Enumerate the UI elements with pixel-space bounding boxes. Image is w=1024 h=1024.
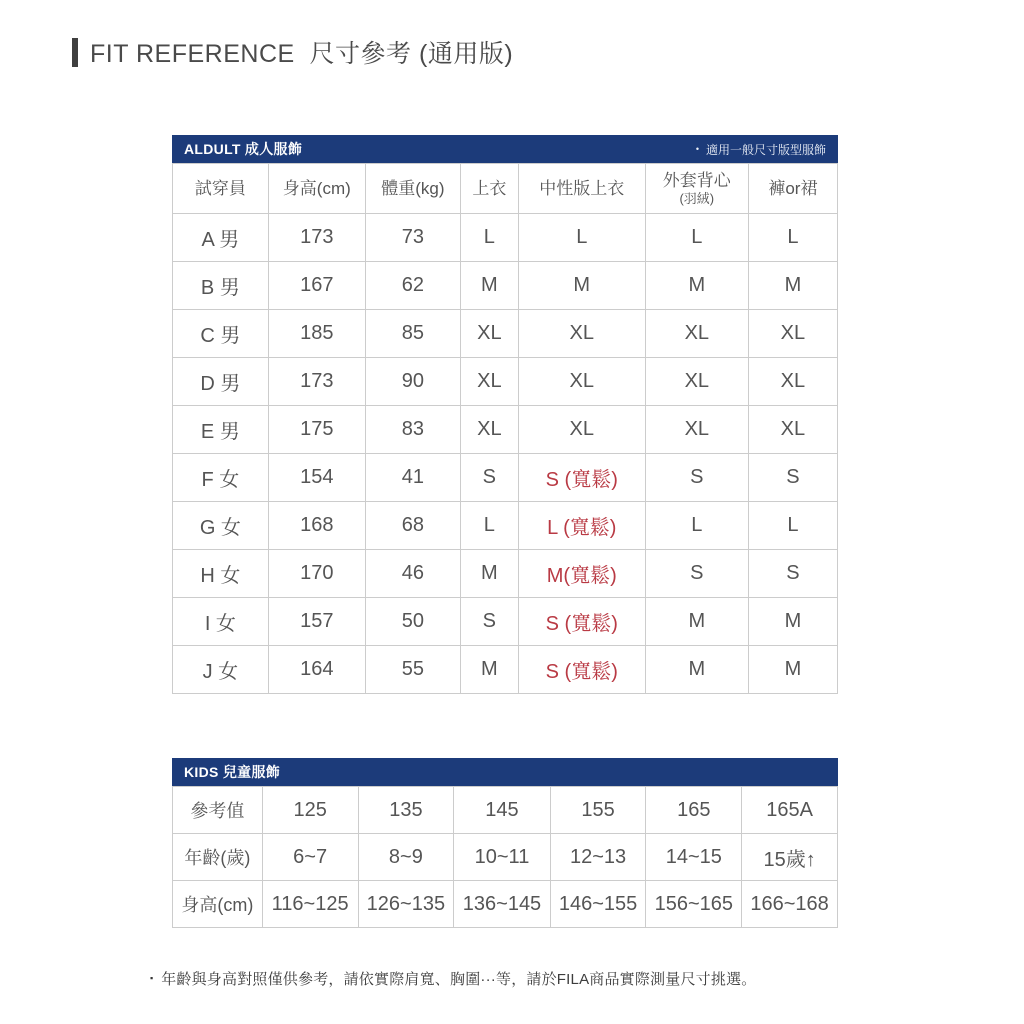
page-title: FIT REFERENCE 尺寸參考 (通用版)	[90, 40, 514, 68]
cell-top: S	[460, 598, 518, 646]
cell-jacket-vest: S	[645, 454, 748, 502]
cell-bottom: L	[748, 214, 837, 262]
cell-top: M	[460, 646, 518, 694]
adult-size-table	[172, 163, 838, 694]
kids-cell: 136~145	[454, 881, 550, 928]
cell-jacket-vest: M	[645, 646, 748, 694]
cell-bottom: L	[748, 502, 837, 550]
cell-jacket-vest: XL	[645, 358, 748, 406]
cell-unisex-top: XL	[518, 358, 645, 406]
kids-panel-header	[172, 758, 838, 786]
cell-tester: J 女	[173, 646, 269, 694]
cell-unisex-top: M	[518, 262, 645, 310]
cell-unisex-top: M(寬鬆)	[518, 550, 645, 598]
col-header-jacket-vest: 外套背心 (羽絨)	[645, 164, 748, 214]
kids-cell: 146~155	[550, 881, 646, 928]
cell-tester: D 男	[173, 358, 269, 406]
adult-table-header-row	[173, 164, 838, 214]
kids-cell: 156~165	[646, 881, 742, 928]
footer-note-text: 年齡與身高對照僅供參考，請依實際肩寬、胸圍···等，請於FILA商品實際測量尺寸挑選。	[161, 971, 757, 988]
cell-bottom: M	[748, 646, 837, 694]
adult-table-row	[173, 310, 838, 358]
cell-weight: 73	[365, 214, 460, 262]
cell-jacket-vest: S	[645, 550, 748, 598]
adult-panel-title: ALDULT 成人服飾	[184, 141, 303, 157]
cell-top: XL	[460, 358, 518, 406]
kids-cell: 116~125	[262, 881, 358, 928]
col-header-tester: 試穿員	[173, 164, 269, 214]
col-header-height: 身高(cm)	[268, 164, 365, 214]
cell-jacket-vest: XL	[645, 310, 748, 358]
col-header-bottom: 褲or裙	[748, 164, 837, 214]
cell-tester: H 女	[173, 550, 269, 598]
cell-top: M	[460, 262, 518, 310]
cell-unisex-top: XL	[518, 406, 645, 454]
cell-unisex-top: L (寬鬆)	[518, 502, 645, 550]
kids-cell: 15歲↑	[742, 834, 838, 881]
cell-unisex-top: S (寬鬆)	[518, 598, 645, 646]
col-header-weight: 體重(kg)	[365, 164, 460, 214]
cell-top: XL	[460, 310, 518, 358]
col-header-top: 上衣	[460, 164, 518, 214]
cell-weight: 62	[365, 262, 460, 310]
cell-top: S	[460, 454, 518, 502]
cell-tester: C 男	[173, 310, 269, 358]
cell-height: 167	[268, 262, 365, 310]
cell-height: 175	[268, 406, 365, 454]
cell-height: 157	[268, 598, 365, 646]
cell-weight: 90	[365, 358, 460, 406]
cell-weight: 41	[365, 454, 460, 502]
cell-height: 164	[268, 646, 365, 694]
adult-table-row	[173, 646, 838, 694]
kids-size-panel	[172, 758, 838, 928]
cell-tester: F 女	[173, 454, 269, 502]
cell-tester: G 女	[173, 502, 269, 550]
cell-top: M	[460, 550, 518, 598]
cell-bottom: XL	[748, 310, 837, 358]
adult-panel-note-text: 適用一般尺寸版型服飾	[705, 142, 826, 157]
kids-table-row	[173, 787, 838, 834]
adult-table-row	[173, 502, 838, 550]
kids-cell: 8~9	[358, 834, 454, 881]
cell-weight: 68	[365, 502, 460, 550]
adult-table-row	[173, 358, 838, 406]
page-title-row	[72, 34, 513, 70]
title-accent-bar	[72, 38, 78, 67]
kids-size-table	[172, 786, 838, 928]
cell-weight: 83	[365, 406, 460, 454]
cell-tester: A 男	[173, 214, 269, 262]
cell-top: XL	[460, 406, 518, 454]
cell-tester: B 男	[173, 262, 269, 310]
kids-cell: 135	[358, 787, 454, 834]
adult-table-row	[173, 262, 838, 310]
kids-table-row	[173, 834, 838, 881]
cell-height: 154	[268, 454, 365, 502]
cell-tester: E 男	[173, 406, 269, 454]
adult-table-row	[173, 550, 838, 598]
adult-size-panel	[172, 135, 838, 694]
cell-bottom: M	[748, 598, 837, 646]
cell-weight: 50	[365, 598, 460, 646]
cell-unisex-top: XL	[518, 310, 645, 358]
kids-panel-title: KIDS 兒童服飾	[184, 764, 281, 780]
cell-unisex-top: L	[518, 214, 645, 262]
adult-table-row	[173, 598, 838, 646]
cell-jacket-vest: XL	[645, 406, 748, 454]
cell-bottom: XL	[748, 358, 837, 406]
kids-row-label: 年齡(歲)	[173, 834, 263, 881]
kids-row-label: 身高(cm)	[173, 881, 263, 928]
cell-unisex-top: S (寬鬆)	[518, 454, 645, 502]
adult-table-row	[173, 406, 838, 454]
footer-note	[150, 968, 756, 989]
cell-height: 168	[268, 502, 365, 550]
cell-weight: 46	[365, 550, 460, 598]
col-header-unisex-top: 中性版上衣	[518, 164, 645, 214]
kids-row-label: 參考值	[173, 787, 263, 834]
kids-cell: 165A	[742, 787, 838, 834]
kids-cell: 155	[550, 787, 646, 834]
cell-bottom: M	[748, 262, 837, 310]
cell-height: 185	[268, 310, 365, 358]
kids-cell: 14~15	[646, 834, 742, 881]
kids-table-body	[173, 787, 838, 928]
cell-unisex-top: S (寬鬆)	[518, 646, 645, 694]
cell-top: L	[460, 502, 518, 550]
cell-height: 173	[268, 214, 365, 262]
cell-weight: 55	[365, 646, 460, 694]
adult-panel-header	[172, 135, 838, 163]
cell-bottom: S	[748, 454, 837, 502]
cell-height: 170	[268, 550, 365, 598]
cell-jacket-vest: L	[645, 214, 748, 262]
kids-cell: 125	[262, 787, 358, 834]
cell-height: 173	[268, 358, 365, 406]
bullet-icon: •	[695, 143, 699, 154]
kids-cell: 165	[646, 787, 742, 834]
cell-jacket-vest: M	[645, 598, 748, 646]
adult-table-body	[173, 214, 838, 694]
square-bullet-icon: ▪	[150, 973, 154, 983]
cell-tester: I 女	[173, 598, 269, 646]
kids-cell: 12~13	[550, 834, 646, 881]
adult-panel-note	[696, 141, 826, 158]
adult-table-row	[173, 454, 838, 502]
cell-weight: 85	[365, 310, 460, 358]
kids-cell: 10~11	[454, 834, 550, 881]
kids-cell: 6~7	[262, 834, 358, 881]
kids-cell: 126~135	[358, 881, 454, 928]
kids-table-row	[173, 881, 838, 928]
cell-jacket-vest: M	[645, 262, 748, 310]
cell-bottom: XL	[748, 406, 837, 454]
adult-table-row	[173, 214, 838, 262]
cell-jacket-vest: L	[645, 502, 748, 550]
cell-bottom: S	[748, 550, 837, 598]
cell-top: L	[460, 214, 518, 262]
kids-cell: 166~168	[742, 881, 838, 928]
kids-cell: 145	[454, 787, 550, 834]
